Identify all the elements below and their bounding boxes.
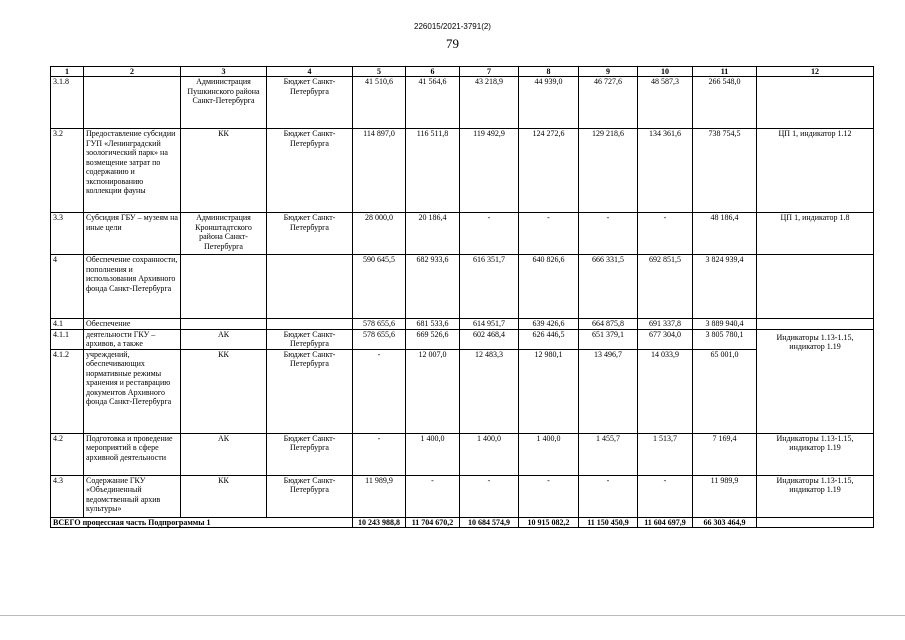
table-row (51, 77, 874, 129)
row-indicator: Индикаторы 1.13-1.15, индикатор 1.19 (757, 475, 874, 517)
col-number: 2 (84, 67, 181, 77)
row-indicator: Индикаторы 1.13-1.15, индикатор 1.19 (757, 329, 874, 433)
row-total: 738 754,5 (693, 129, 757, 213)
row-value: 1 400,0 (519, 433, 579, 475)
row-name: Субсидия ГБУ – музеям на иные цели (84, 213, 181, 255)
total-value: 11 604 697,9 (638, 517, 693, 527)
row-value: 12 483,3 (460, 349, 519, 433)
col-number: 10 (638, 67, 693, 77)
row-value: 14 033,9 (638, 349, 693, 433)
row-value: - (579, 213, 638, 255)
row-indicator (757, 77, 874, 129)
row-source: Бюджет Санкт-Петербурга (267, 213, 353, 255)
row-total: 266 548,0 (693, 77, 757, 129)
row-executor: АК (181, 433, 267, 475)
row-number: 4 (51, 255, 84, 319)
row-value: 13 496,7 (579, 349, 638, 433)
col-number: 9 (579, 67, 638, 77)
total-row (51, 517, 874, 527)
row-number: 4.3 (51, 475, 84, 517)
row-number: 3.1.8 (51, 77, 84, 129)
row-executor: АК (181, 329, 267, 349)
row-total: 3 824 939,4 (693, 255, 757, 319)
row-value: 669 526,6 (406, 329, 460, 349)
scan-edge-line (0, 615, 905, 616)
col-number: 4 (267, 67, 353, 77)
row-value: 48 587,3 (638, 77, 693, 129)
row-executor: КК (181, 129, 267, 213)
row-value: 616 351,7 (460, 255, 519, 319)
row-total: 11 989,9 (693, 475, 757, 517)
row-value: - (460, 475, 519, 517)
table-row (51, 433, 874, 475)
row-value: 119 492,9 (460, 129, 519, 213)
row-value: 682 933,6 (406, 255, 460, 319)
row-value: 1 400,0 (460, 433, 519, 475)
row-executor: Администрация Пушкинского района Санкт-Петербурга (181, 77, 267, 129)
table-row (51, 319, 874, 329)
row-value: 666 331,5 (579, 255, 638, 319)
row-value: 578 655,6 (353, 329, 406, 349)
row-total: 3 889 940,4 (693, 319, 757, 329)
row-value: - (460, 213, 519, 255)
row-name: Предоставление субсидии ГУП «Ленинградский зоологический парк» на возмещение затрат по содержанию и экспонированию коллекции фауны (84, 129, 181, 213)
row-value: 681 533,6 (406, 319, 460, 329)
col-number: 11 (693, 67, 757, 77)
row-executor: КК (181, 475, 267, 517)
row-name: Обеспечение сохранности, пополнения и использования Архивного фонда Санкт-Петербурга (84, 255, 181, 319)
col-number: 8 (519, 67, 579, 77)
row-executor: Администрация Кронштадтского района Санкт-Петербурга (181, 213, 267, 255)
row-value: - (638, 475, 693, 517)
row-indicator (757, 255, 874, 319)
row-total: 48 186,4 (693, 213, 757, 255)
row-executor (181, 255, 267, 319)
row-name: Подготовка и проведение мероприятий в сфере архивной деятельности (84, 433, 181, 475)
row-indicator (757, 319, 874, 329)
row-value: 41 510,6 (353, 77, 406, 129)
table-row (51, 349, 874, 433)
row-value: 44 939,0 (519, 77, 579, 129)
total-value: 10 243 988,8 (353, 517, 406, 527)
total-value: 11 704 670,2 (406, 517, 460, 527)
col-number: 3 (181, 67, 267, 77)
row-value: 664 875,8 (579, 319, 638, 329)
row-value: - (353, 433, 406, 475)
total-value: 11 150 450,9 (579, 517, 638, 527)
row-executor (181, 319, 267, 329)
total-value: 10 684 574,9 (460, 517, 519, 527)
row-number: 4.2 (51, 433, 84, 475)
row-value: 41 564,6 (406, 77, 460, 129)
col-number: 7 (460, 67, 519, 77)
row-value: 12 007,0 (406, 349, 460, 433)
row-total: 65 001,0 (693, 349, 757, 433)
row-value: 677 304,0 (638, 329, 693, 349)
total-value: 66 303 464,9 (693, 517, 757, 527)
col-number: 1 (51, 67, 84, 77)
row-value: - (353, 349, 406, 433)
row-value: 1 400,0 (406, 433, 460, 475)
row-total: 7 169,4 (693, 433, 757, 475)
total-indicator (757, 517, 874, 527)
row-value: 640 826,6 (519, 255, 579, 319)
row-value: 639 426,6 (519, 319, 579, 329)
row-value: 114 897,0 (353, 129, 406, 213)
row-name: учреждений, обеспечивающих нормативные режимы хранения и реставрацию документов Архивного фонда Санкт-Петербурга (84, 349, 181, 433)
row-value: 20 186,4 (406, 213, 460, 255)
row-source: Бюджет Санкт-Петербурга (267, 349, 353, 433)
row-number: 4.1.1 (51, 329, 84, 349)
row-value: 602 468,4 (460, 329, 519, 349)
table-row (51, 475, 874, 517)
col-number: 5 (353, 67, 406, 77)
table-row (51, 329, 874, 349)
row-value: - (406, 475, 460, 517)
row-value: - (519, 475, 579, 517)
row-source: Бюджет Санкт-Петербурга (267, 475, 353, 517)
row-name: Содержание ГКУ «Объединенный ведомственный архив культуры» (84, 475, 181, 517)
row-source (267, 255, 353, 319)
row-value: 1 455,7 (579, 433, 638, 475)
total-label: ВСЕГО процессная часть Подпрограммы 1 (51, 517, 353, 527)
row-source: Бюджет Санкт-Петербурга (267, 129, 353, 213)
row-number: 4.1 (51, 319, 84, 329)
row-number: 3.3 (51, 213, 84, 255)
table-row (51, 129, 874, 213)
row-value: 614 951,7 (460, 319, 519, 329)
row-value: 590 645,5 (353, 255, 406, 319)
row-value: 12 980,1 (519, 349, 579, 433)
row-value: 651 379,1 (579, 329, 638, 349)
row-value: 28 000,0 (353, 213, 406, 255)
col-number: 12 (757, 67, 874, 77)
row-value: 116 511,8 (406, 129, 460, 213)
row-value: - (638, 213, 693, 255)
row-value: 129 218,6 (579, 129, 638, 213)
col-number: 6 (406, 67, 460, 77)
row-name (84, 77, 181, 129)
row-executor: КК (181, 349, 267, 433)
row-number: 3.2 (51, 129, 84, 213)
row-number: 4.1.2 (51, 349, 84, 433)
row-value: 578 655,6 (353, 319, 406, 329)
row-value: 134 361,6 (638, 129, 693, 213)
total-value: 10 915 082,2 (519, 517, 579, 527)
document-id: 226015/2021-3791(2) (414, 22, 491, 31)
row-value: 43 218,9 (460, 77, 519, 129)
table-row (51, 255, 874, 319)
row-value: 1 513,7 (638, 433, 693, 475)
table-row (51, 213, 874, 255)
row-value: 124 272,6 (519, 129, 579, 213)
row-value: 692 851,5 (638, 255, 693, 319)
row-source (267, 319, 353, 329)
row-value: 11 989,9 (353, 475, 406, 517)
page-number: 79 (446, 36, 459, 51)
row-value: 691 337,8 (638, 319, 693, 329)
row-name: Обеспечение (84, 319, 181, 329)
row-indicator: ЦП 1, индикатор 1.12 (757, 129, 874, 213)
row-source: Бюджет Санкт-Петербурга (267, 77, 353, 129)
row-source: Бюджет Санкт-Петербурга (267, 329, 353, 349)
column-number-row (51, 67, 874, 77)
budget-table (50, 66, 874, 528)
row-value: 626 446,5 (519, 329, 579, 349)
row-indicator: Индикаторы 1.13-1.15, индикатор 1.19 (757, 433, 874, 475)
row-total: 3 805 780,1 (693, 329, 757, 349)
row-value: - (519, 213, 579, 255)
row-source: Бюджет Санкт-Петербурга (267, 433, 353, 475)
row-value: 46 727,6 (579, 77, 638, 129)
row-indicator: ЦП 1, индикатор 1.8 (757, 213, 874, 255)
row-value: - (579, 475, 638, 517)
row-name: деятельности ГКУ – архивов, а также (84, 329, 181, 349)
